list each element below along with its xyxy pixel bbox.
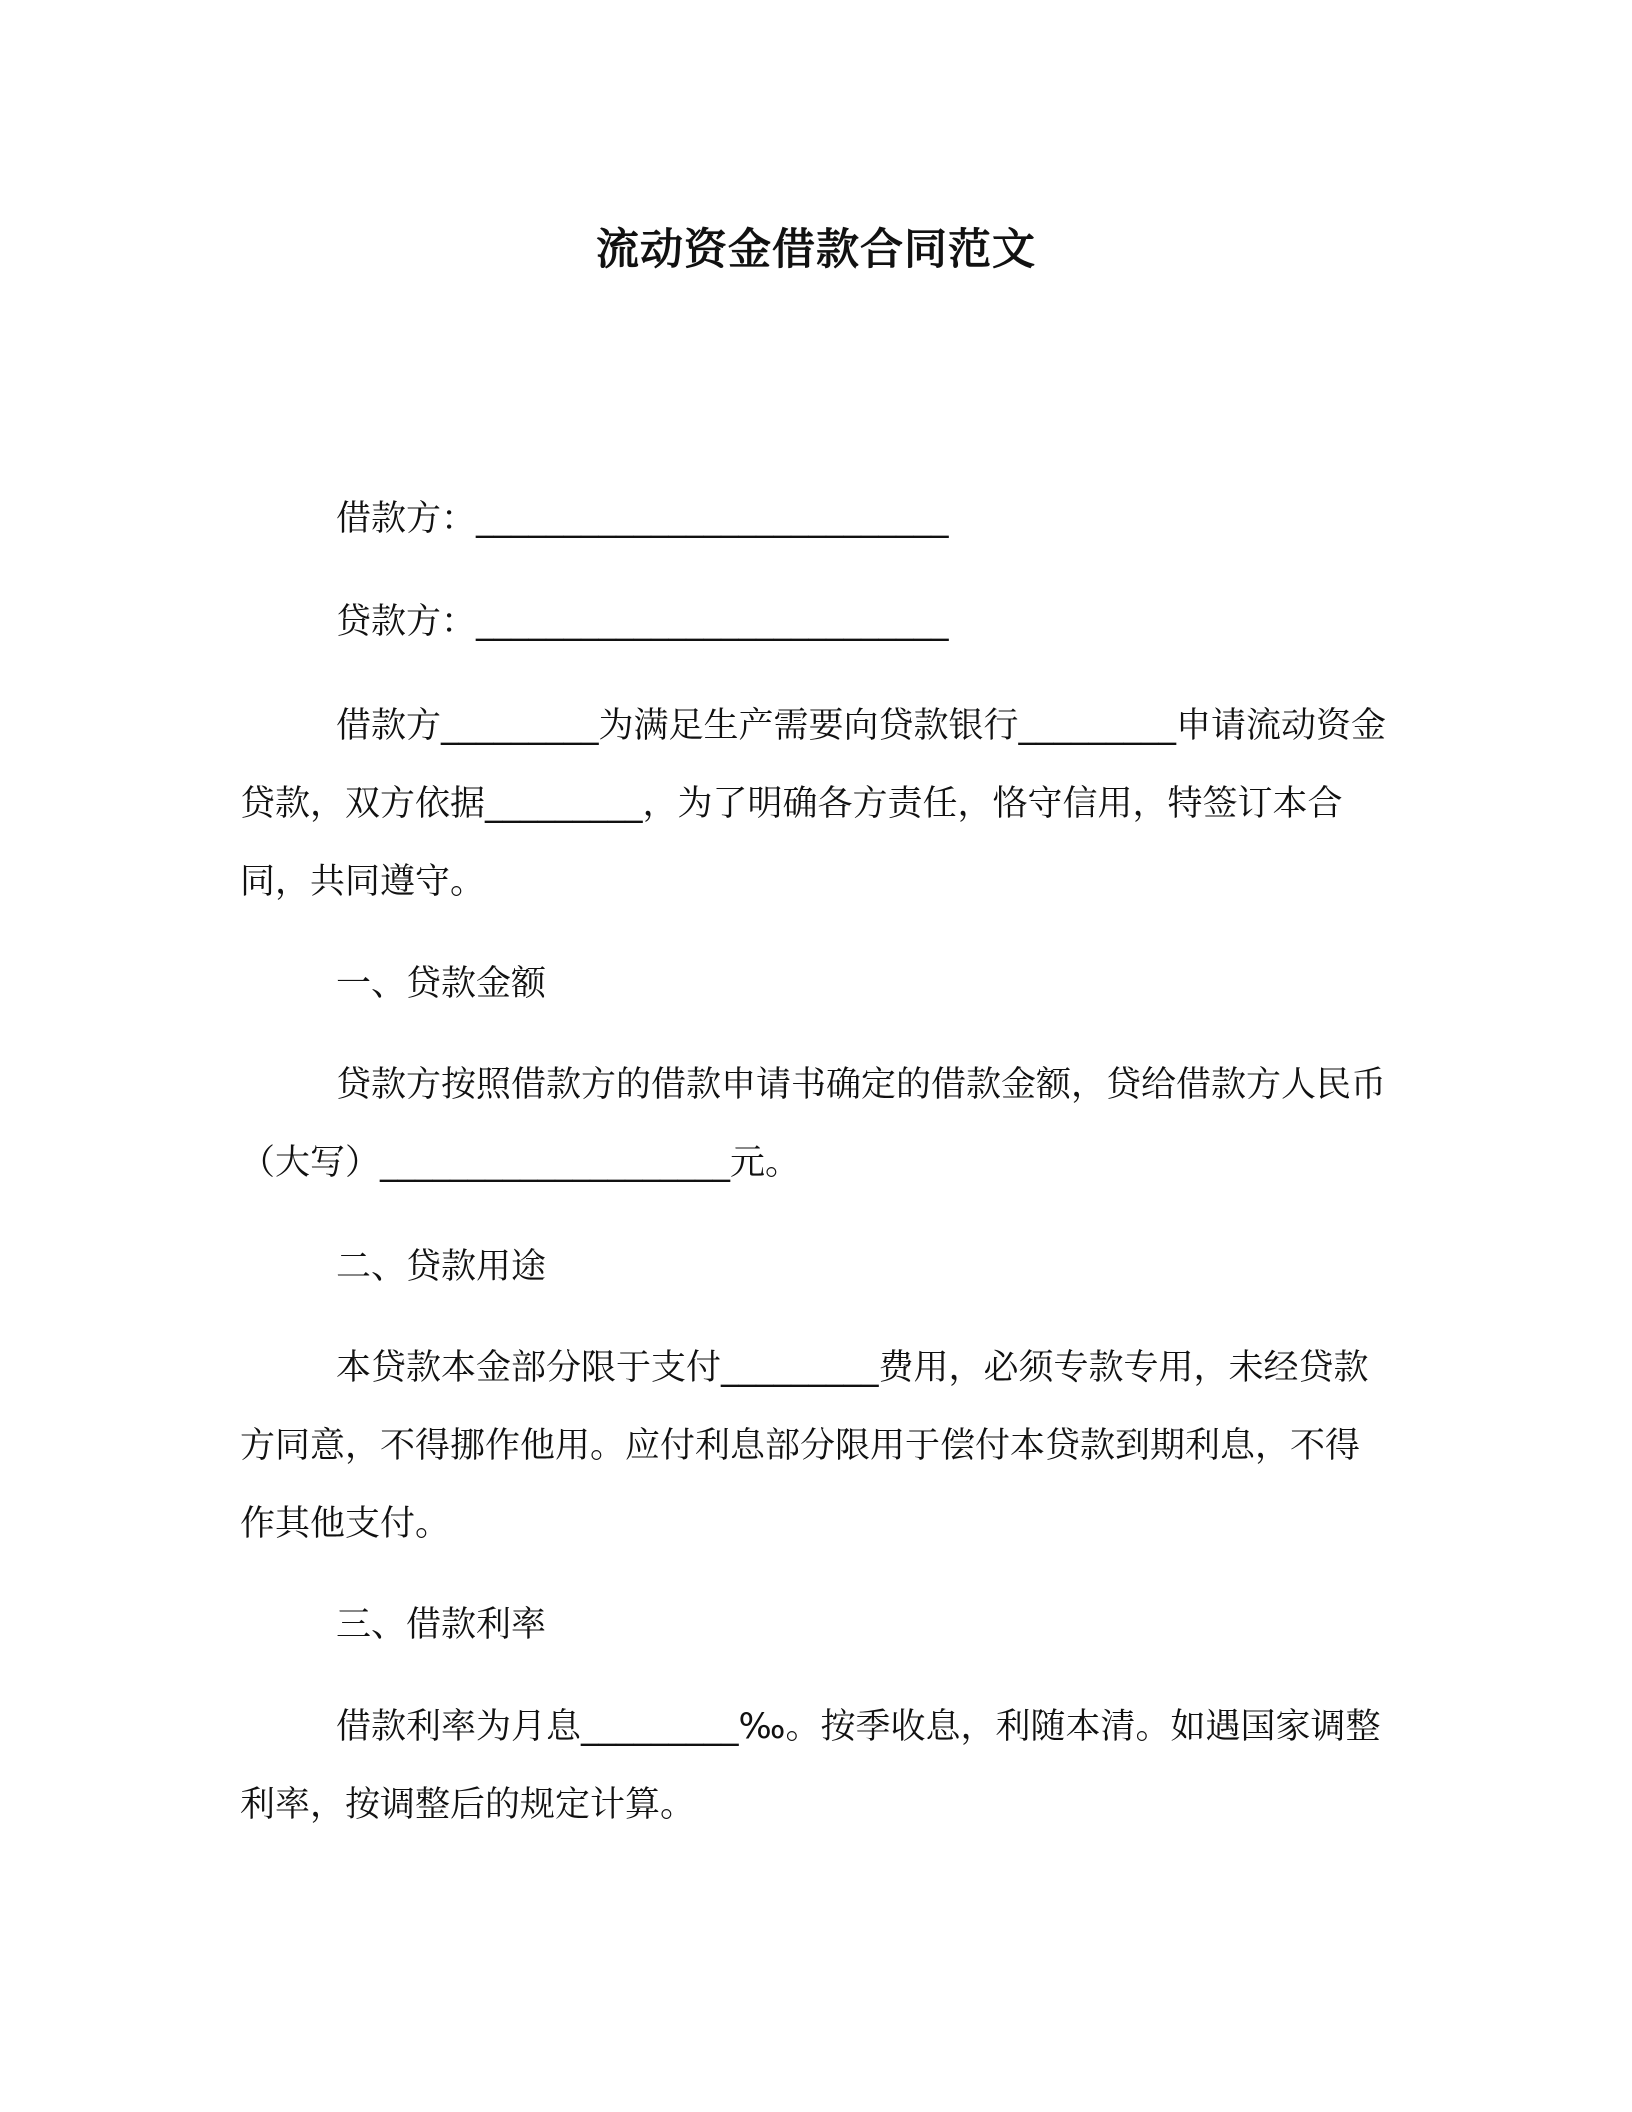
- lender-line: [336, 596, 949, 648]
- preamble-paragraph: 借款方_________为满足生产需要向贷款银行_________申请流动资金贷款，双方依据_________，为了明确各方责任，恪守信用，特签订本合同，共同遵守。: [240, 706, 1387, 902]
- section-heading-purpose: 二、贷款用途: [336, 1247, 547, 1287]
- section-text-amount: 贷款方按照借款方的借款申请书确定的借款金额，贷给借款方人民币（大写）____________________元。: [240, 1065, 1387, 1183]
- lender-label: 贷款方：: [336, 602, 477, 642]
- borrower-label: 借款方：: [336, 499, 477, 539]
- borrower-blank: ___________________________: [476, 499, 949, 539]
- section-heading-amount: 一、贷款金额: [336, 964, 547, 1004]
- section-heading-rate: 三、借款利率: [336, 1605, 547, 1645]
- borrower-line: [336, 493, 949, 545]
- section-text-purpose: 本贷款本金部分限于支付_________费用，必须专款专用，未经贷款方同意，不得挪作他用。应付利息部分限用于偿付本贷款到期利息，不得作其他支付。: [240, 1348, 1369, 1544]
- document-title: 流动资金借款合同范文: [596, 225, 1036, 275]
- section-text-rate: 借款利率为月息_________‰。按季收息，利随本清。如遇国家调整利率，按调整后的规定计算。: [240, 1707, 1381, 1825]
- lender-blank: ___________________________: [476, 602, 949, 642]
